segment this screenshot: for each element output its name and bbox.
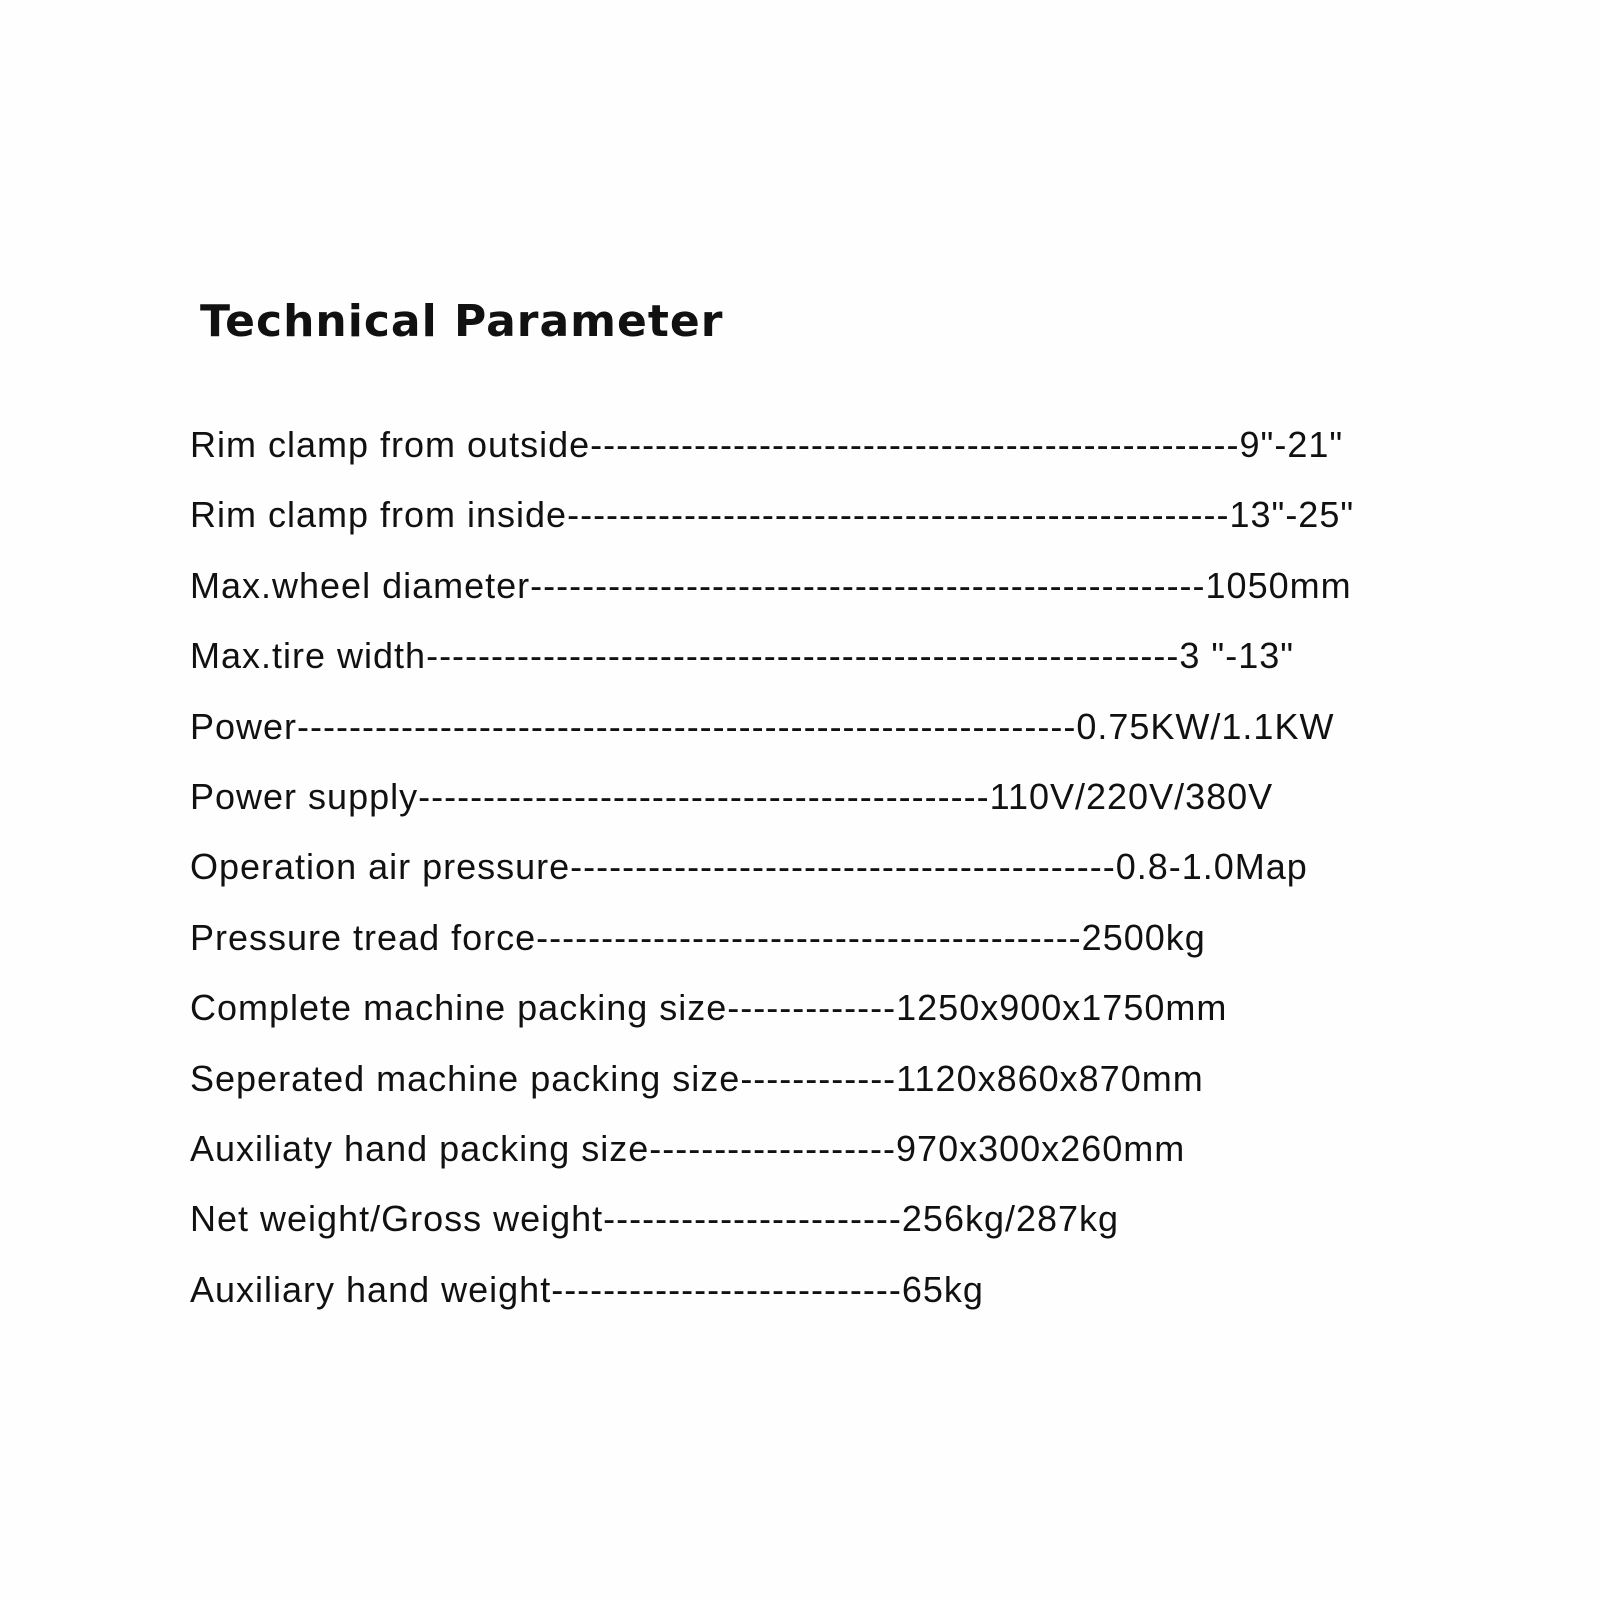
parameter-label: Operation air pressure: [190, 846, 571, 888]
parameter-label: Auxiliaty hand packing size: [190, 1127, 650, 1169]
leader-dashes: ------------: [740, 1057, 897, 1099]
leader-dashes: --------------------------------------------------: [590, 424, 1240, 465]
parameter-row: [190, 705, 1354, 775]
leader-dashes: ---------------------------: [551, 1268, 902, 1310]
parameter-value: 9"-21": [1239, 424, 1344, 465]
parameter-value: 1050mm: [1205, 564, 1352, 606]
parameter-value: 0.75KW/1.1KW: [1076, 705, 1335, 747]
parameter-row: [190, 564, 1354, 634]
parameter-label: Net weight/Gross weight: [190, 1198, 604, 1240]
parameter-value: 1250x900x1750mm: [896, 987, 1228, 1029]
parameter-row: [190, 1057, 1354, 1127]
parameter-value: 65kg: [901, 1268, 984, 1310]
parameter-value: 0.8-1.0Map: [1115, 846, 1308, 888]
leader-dashes: -------------------: [649, 1127, 897, 1169]
parameter-row: [190, 845, 1354, 915]
parameter-row: [190, 916, 1354, 986]
parameter-label: Pressure tread force: [190, 916, 537, 958]
parameter-value: 970x300x260mm: [896, 1127, 1186, 1169]
leader-dashes: ------------------------------------------: [536, 916, 1082, 958]
leader-dashes: -------------: [727, 987, 897, 1029]
parameter-value: 2500kg: [1081, 916, 1206, 958]
parameter-row: [190, 986, 1354, 1056]
parameter-value: 256kg/287kg: [901, 1198, 1120, 1240]
leader-dashes: ---------------------------------------------------: [567, 494, 1230, 536]
parameter-value: 3 "-13": [1179, 635, 1295, 677]
parameter-label: Power: [190, 705, 298, 747]
parameter-list: [190, 423, 1354, 1338]
parameter-row: [190, 423, 1354, 493]
parameter-row: [190, 493, 1354, 563]
parameter-label: Auxiliary hand weight: [190, 1268, 552, 1310]
leader-dashes: ------------------------------------------------------------: [297, 705, 1077, 747]
parameter-value: 110V/220V/380V: [989, 775, 1274, 817]
leader-dashes: -----------------------: [603, 1198, 902, 1240]
parameter-label: Rim clamp from inside: [190, 494, 568, 536]
parameter-label: Max.wheel diameter: [190, 564, 531, 606]
page-title: Technical Parameter: [200, 296, 724, 347]
parameter-row: [190, 1268, 1354, 1338]
parameter-label: Seperated machine packing size: [190, 1057, 741, 1099]
parameter-label: Max.tire width: [190, 635, 427, 677]
parameter-label: Complete machine packing size: [190, 987, 728, 1029]
parameter-value: 13"-25": [1229, 494, 1355, 536]
parameter-row: [190, 1197, 1354, 1267]
leader-dashes: ----------------------------------------------------------: [426, 635, 1180, 677]
parameter-label: Power supply: [190, 775, 419, 817]
parameter-row: [190, 634, 1354, 704]
leader-dashes: --------------------------------------------: [418, 775, 990, 817]
leader-dashes: ------------------------------------------: [570, 846, 1116, 888]
parameter-label: Rim clamp from outside: [190, 424, 591, 465]
parameter-row: [190, 775, 1354, 845]
parameter-row: [190, 1127, 1354, 1197]
leader-dashes: ----------------------------------------------------: [530, 564, 1206, 606]
parameter-value: 1120x860x870mm: [896, 1057, 1204, 1099]
